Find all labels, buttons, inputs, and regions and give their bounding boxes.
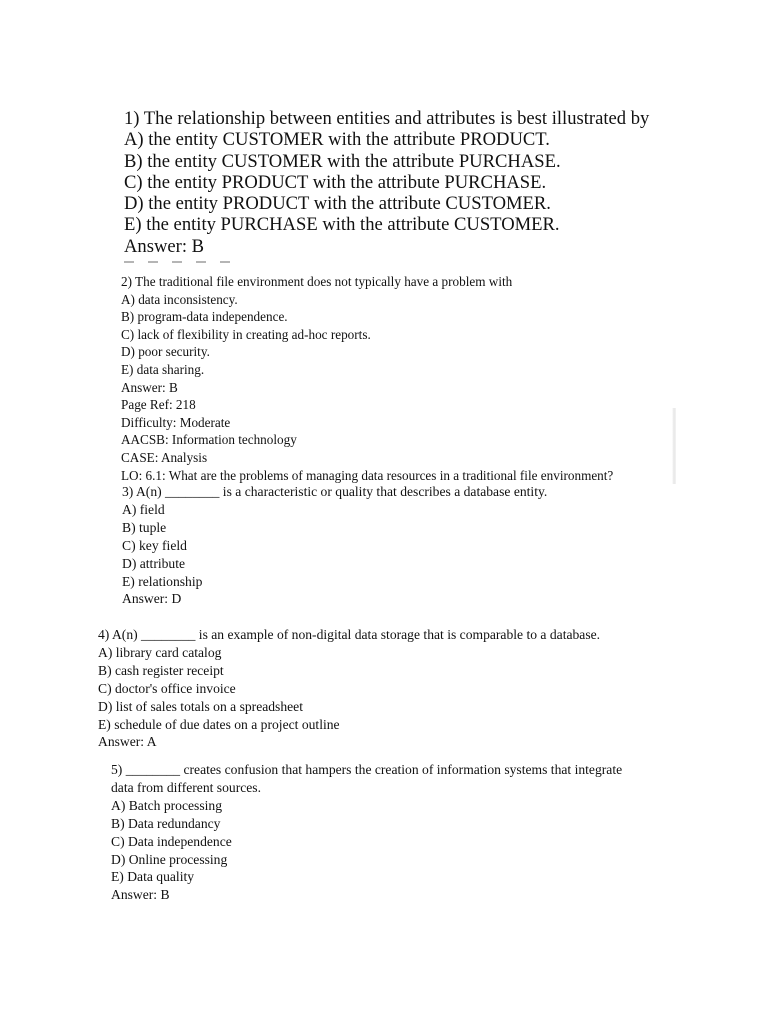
question-2-option-d: D) poor security. [121, 344, 210, 360]
question-5 [111, 761, 622, 904]
question-4 [98, 626, 600, 751]
question-2-option-a: A) data inconsistency. [121, 291, 238, 307]
question-5-option-a: A) Batch processing [111, 797, 222, 813]
question-2-difficulty: Difficulty: Moderate [121, 414, 231, 430]
question-1-option-d: D) the entity PRODUCT with the attribute CUSTOMER. [124, 193, 551, 215]
clipped-text-fragment [124, 261, 254, 265]
question-2-learning-objective: LO: 6.1: What are the problems of managing data resources in a traditional file environment? [121, 467, 614, 483]
question-2-stem: 2) The traditional file environment does not typically have a problem with [121, 274, 513, 289]
question-1-option-b: B) the entity CUSTOMER with the attribute PURCHASE. [124, 150, 561, 172]
question-3-answer: Answer: D [122, 591, 182, 607]
question-2-answer: Answer: B [121, 379, 178, 395]
question-5-stem: 5) ________ creates confusion that hampers the creation of information systems that integrate [111, 762, 623, 777]
question-1-option-c: C) the entity PRODUCT with the attribute PURCHASE. [124, 171, 547, 193]
question-4-option-b: B) cash register receipt [98, 662, 224, 678]
question-1-stem: 1) The relationship between entities and attributes is best illustrated by [124, 108, 650, 129]
question-1-answer: Answer: B [124, 235, 205, 257]
question-4-option-e: E) schedule of due dates on a project outline [98, 716, 340, 732]
question-2-page-ref: Page Ref: 218 [121, 397, 196, 413]
question-2 [121, 273, 613, 484]
question-2-aacsb: AACSB: Information technology [121, 432, 297, 448]
question-1 [124, 108, 649, 257]
question-2-option-c: C) lack of flexibility in creating ad-hoc reports. [121, 326, 371, 342]
question-1-option-e: E) the entity PURCHASE with the attribute CUSTOMER. [124, 214, 560, 236]
question-3-option-b: B) tuple [122, 519, 167, 535]
question-1-option-a: A) the entity CUSTOMER with the attribute PRODUCT. [124, 129, 550, 151]
question-4-option-a: A) library card catalog [98, 644, 222, 660]
question-5-stem-continued: data from different sources. [111, 779, 261, 795]
question-4-stem: 4) A(n) ________ is an example of non-digital data storage that is comparable to a database. [98, 627, 601, 642]
question-2-case: CASE: Analysis [121, 449, 208, 465]
scan-edge-shadow [672, 408, 676, 484]
question-5-option-b: B) Data redundancy [111, 815, 221, 831]
question-5-option-e: E) Data quality [111, 869, 195, 885]
question-4-option-c: C) doctor's office invoice [98, 680, 236, 696]
question-3-stem: 3) A(n) ________ is a characteristic or quality that describes a database entity. [122, 484, 548, 499]
question-3-option-e: E) relationship [122, 573, 203, 589]
question-3-option-d: D) attribute [122, 555, 186, 571]
question-2-option-b: B) program-data independence. [121, 309, 288, 325]
question-2-option-e: E) data sharing. [121, 361, 205, 377]
question-5-option-d: D) Online processing [111, 851, 228, 867]
question-3-option-c: C) key field [122, 537, 187, 553]
question-4-answer: Answer: A [98, 734, 157, 750]
question-3 [122, 483, 547, 608]
question-3-option-a: A) field [122, 501, 165, 517]
question-5-option-c: C) Data independence [111, 833, 232, 849]
question-5-answer: Answer: B [111, 887, 170, 903]
question-4-option-d: D) list of sales totals on a spreadsheet [98, 698, 303, 714]
